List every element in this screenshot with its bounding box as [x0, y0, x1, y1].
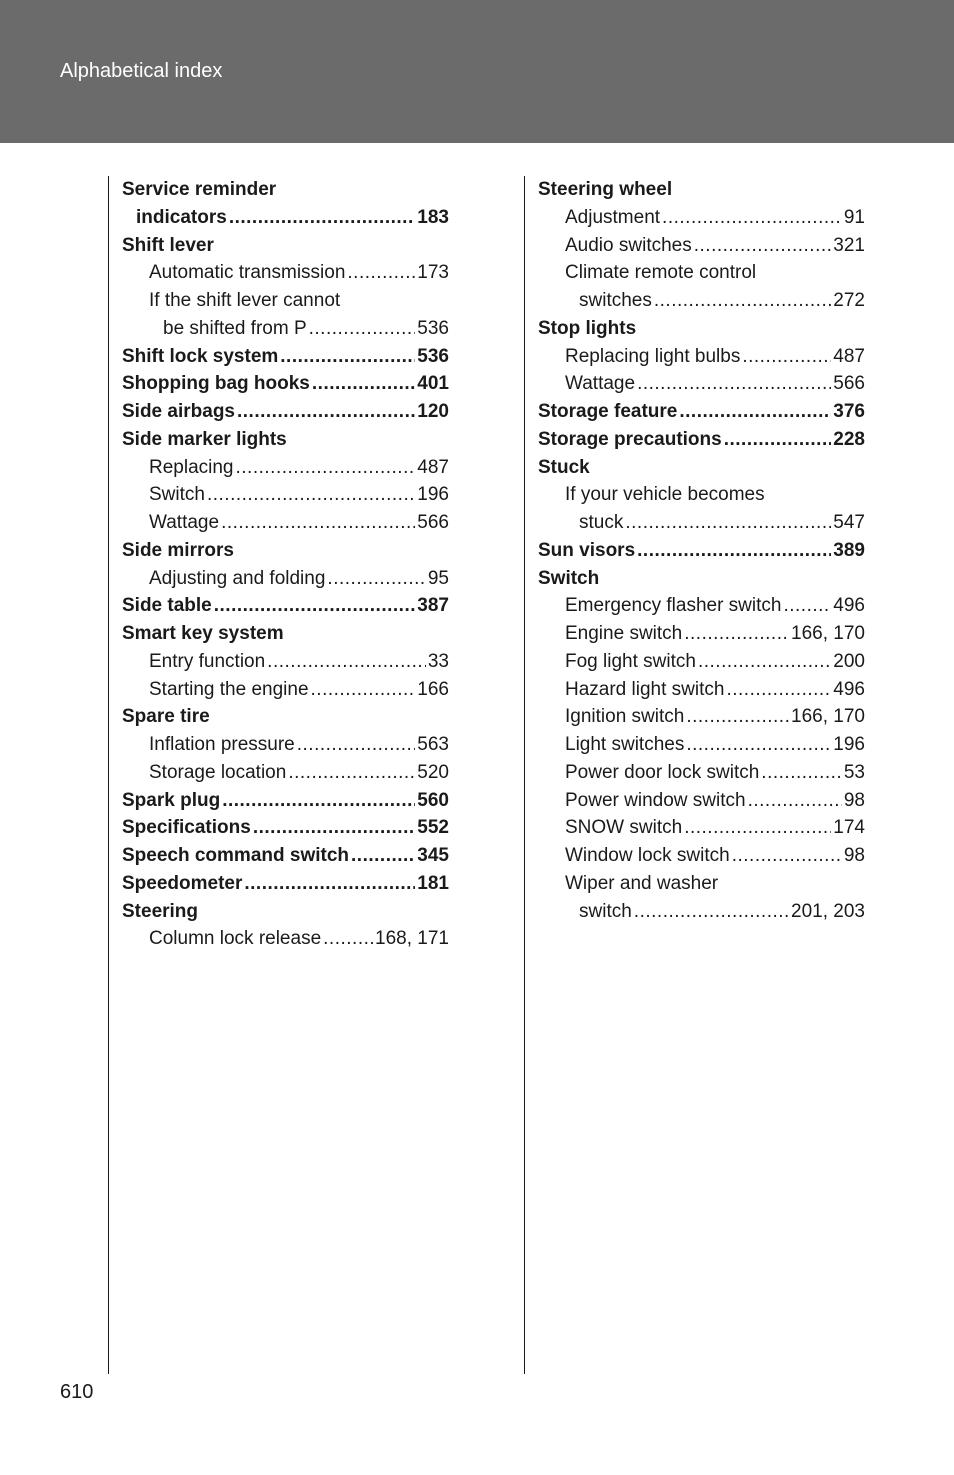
section-title: Alphabetical index: [60, 60, 223, 82]
dot-leader: [280, 343, 415, 371]
dot-leader: [288, 759, 415, 787]
index-entry-page: 321: [833, 234, 865, 256]
index-entry: [538, 481, 865, 509]
index-entry-page: 91: [843, 206, 865, 228]
dot-leader: [229, 204, 415, 232]
index-entry-term: Entry function: [149, 650, 266, 672]
dot-leader: [351, 842, 415, 870]
dot-leader: [221, 509, 415, 537]
index-entry-term: Side mirrors: [122, 539, 234, 561]
index-entry: [122, 343, 449, 371]
index-entry: [538, 842, 865, 870]
index-entry-term: Spare tire: [122, 706, 210, 728]
index-entry: [538, 648, 865, 676]
index-entry: [122, 731, 449, 759]
index-entry: [538, 259, 865, 287]
dot-leader: [347, 259, 415, 287]
dot-leader: [761, 759, 842, 787]
dot-leader: [748, 787, 842, 815]
left-column-divider: [108, 176, 109, 1374]
index-entry: [122, 481, 449, 509]
index-entry: [538, 676, 865, 704]
index-entry-page: 228: [833, 428, 865, 450]
dot-leader: [253, 814, 415, 842]
index-entry: [538, 343, 865, 371]
dot-leader: [237, 398, 415, 426]
index-entry-term: Power door lock switch: [565, 761, 760, 783]
index-entry-term: Emergency flasher switch: [565, 595, 782, 617]
index-entry-term: Window lock switch: [565, 845, 730, 866]
index-entry-page: 487: [833, 345, 865, 367]
dot-leader: [684, 814, 831, 842]
index-entry-term: SNOW switch: [565, 817, 683, 839]
index-entry: [122, 509, 449, 537]
index-entry-page: 272: [833, 290, 865, 311]
index-entry-page: 496: [833, 595, 865, 617]
index-entry: [538, 509, 865, 537]
index-entry-page: 547: [833, 512, 865, 533]
index-entry-page: 563: [417, 734, 449, 755]
index-entry-page: 196: [833, 734, 865, 755]
index-entry: [538, 454, 865, 482]
index-entry-term: Starting the engine: [149, 678, 309, 700]
index-entry-page: 168, 171: [375, 928, 449, 950]
index-entry-term: If your vehicle becomes: [565, 484, 765, 506]
index-entry-page: 560: [417, 789, 449, 811]
right-column-divider: [524, 176, 525, 1374]
dot-leader: [732, 842, 842, 870]
index-entry: [122, 898, 449, 926]
index-entry: [122, 232, 449, 260]
index-entry: [122, 537, 449, 565]
dot-leader: [634, 898, 789, 926]
index-entry: [538, 870, 865, 898]
index-entry-page: 33: [427, 650, 449, 672]
index-entry: [538, 759, 865, 787]
index-entry-term: Inflation pressure: [149, 734, 295, 755]
dot-leader: [686, 703, 789, 731]
index-entry: [122, 787, 449, 815]
dot-leader: [327, 565, 425, 593]
index-entry: [122, 454, 449, 482]
index-entry-page: 520: [417, 761, 449, 783]
dot-leader: [637, 537, 831, 565]
index-entry: [538, 731, 865, 759]
index-entry-term: Sun visors: [538, 539, 636, 561]
index-entry-term: Stop lights: [538, 317, 637, 339]
index-entry-term: Steering wheel: [538, 179, 673, 200]
index-entry-term: Engine switch: [565, 623, 683, 644]
dot-leader: [309, 315, 416, 343]
dot-leader: [236, 454, 416, 482]
index-entry-term: Shift lock system: [122, 345, 279, 367]
dot-leader: [654, 287, 831, 315]
index-entry-term: Hazard light switch: [565, 678, 725, 700]
index-entry-page: 387: [417, 595, 449, 617]
dot-leader: [625, 509, 831, 537]
index-entry: [538, 898, 865, 926]
index-entry: [538, 703, 865, 731]
index-entry-term: Storage feature: [538, 401, 678, 422]
dot-leader: [323, 925, 373, 953]
index-entry-page: 166: [417, 678, 449, 700]
index-entry-term: switch: [579, 900, 632, 922]
dot-leader: [662, 204, 842, 232]
dot-leader: [207, 481, 415, 509]
index-entry: [122, 703, 449, 731]
index-entry-term: Steering: [122, 900, 199, 922]
index-entry-term: Adjustment: [565, 206, 661, 228]
index-entry: [122, 842, 449, 870]
index-entry: [538, 426, 865, 454]
index-entry-page: 196: [417, 484, 449, 506]
index-entry-page: 200: [833, 650, 865, 672]
dot-leader: [686, 731, 831, 759]
index-entry-term: Adjusting and folding: [149, 567, 326, 589]
index-entry-term: Service reminder: [122, 179, 277, 200]
index-entry: [122, 204, 449, 232]
index-entry-page: 183: [417, 206, 449, 228]
index-entry-term: Switch: [149, 484, 205, 506]
index-entry-page: 174: [833, 817, 865, 839]
index-entry-term: Speech command switch: [122, 845, 350, 866]
index-entry: [538, 787, 865, 815]
index-entry-term: Automatic transmission: [149, 262, 346, 284]
dot-leader: [679, 398, 831, 426]
index-entry: [538, 398, 865, 426]
index-entry-term: Side airbags: [122, 401, 235, 422]
dot-leader: [742, 343, 831, 371]
index-entry-term: Storage location: [149, 761, 287, 783]
index-entry: [122, 676, 449, 704]
index-entry: [538, 537, 865, 565]
index-entry-term: If the shift lever cannot: [149, 290, 341, 311]
index-entry-term: Audio switches: [565, 234, 692, 256]
index-entry: [538, 287, 865, 315]
index-entry: [122, 370, 449, 398]
index-entry: [538, 620, 865, 648]
index-entry: [122, 648, 449, 676]
index-entry: [122, 176, 449, 204]
index-entry-term: Wattage: [149, 512, 220, 533]
index-entry: [538, 204, 865, 232]
index-entry-page: 389: [833, 539, 865, 561]
index-entry-page: 166, 170: [791, 623, 865, 644]
index-entry-page: 98: [843, 845, 865, 866]
dot-leader: [783, 592, 831, 620]
index-entry-page: 98: [843, 789, 865, 811]
dot-leader: [726, 676, 831, 704]
index-entry-term: Stuck: [538, 456, 590, 478]
index-entry-term: indicators: [136, 206, 227, 228]
index-entry-term: Side table: [122, 595, 212, 617]
index-entry-term: Shopping bag hooks: [122, 373, 310, 395]
index-entry-term: Replacing light bulbs: [565, 345, 741, 367]
index-entry-page: 401: [417, 373, 449, 395]
index-entry-term: Specifications: [122, 817, 251, 839]
index-entry-term: Replacing: [149, 456, 234, 478]
index-entry: [538, 814, 865, 842]
index-entry: [122, 565, 449, 593]
index-entry-page: 487: [417, 456, 449, 478]
index-entry-page: 536: [417, 317, 449, 339]
index-entry: [538, 315, 865, 343]
index-entry-page: 536: [417, 345, 449, 367]
index-entry-page: 566: [833, 373, 865, 395]
index-entry: [122, 259, 449, 287]
index-entry: [122, 870, 449, 898]
index-entry-term: Spark plug: [122, 789, 221, 811]
dot-leader: [267, 648, 426, 676]
index-entry: [122, 398, 449, 426]
dot-leader: [724, 426, 832, 454]
index-entry: [538, 370, 865, 398]
index-entry: [122, 620, 449, 648]
index-entry-term: Fog light switch: [565, 650, 696, 672]
index-entry: [122, 426, 449, 454]
index-entry-term: Light switches: [565, 734, 685, 755]
index-entry-page: 53: [843, 761, 865, 783]
index-entry-term: Smart key system: [122, 623, 284, 644]
index-entry-page: 95: [427, 567, 449, 589]
index-entry: [122, 925, 449, 953]
index-entry-term: Climate remote control: [565, 262, 757, 284]
index-entry: [538, 565, 865, 593]
dot-leader: [214, 592, 416, 620]
index-entry-page: 376: [833, 401, 865, 422]
dot-leader: [311, 676, 416, 704]
index-entry-term: switches: [579, 290, 652, 311]
index-entry-page: 345: [417, 845, 449, 866]
index-entry-page: 552: [417, 817, 449, 839]
index-entry-term: Ignition switch: [565, 706, 685, 728]
index-entry: [122, 814, 449, 842]
dot-leader: [312, 370, 415, 398]
index-entry-page: 120: [417, 401, 449, 422]
index-entry-page: 566: [417, 512, 449, 533]
index-entry-page: 496: [833, 678, 865, 700]
index-entry: [122, 315, 449, 343]
index-entry: [122, 592, 449, 620]
dot-leader: [694, 232, 832, 260]
dot-leader: [244, 870, 415, 898]
index-column-left: [122, 176, 449, 953]
index-column-right: [538, 176, 865, 925]
index-entry-page: 201, 203: [791, 900, 865, 922]
index-entry: [122, 759, 449, 787]
dot-leader: [684, 620, 789, 648]
index-entry-term: Side marker lights: [122, 428, 287, 450]
index-entry-page: 166, 170: [791, 706, 865, 728]
dot-leader: [698, 648, 831, 676]
index-entry: [538, 176, 865, 204]
index-entry-term: Wattage: [565, 373, 636, 395]
index-entry-term: Switch: [538, 567, 600, 589]
index-entry-term: Column lock release: [149, 928, 322, 950]
page-number: 610: [60, 1381, 94, 1403]
index-entry-page: 173: [417, 262, 449, 284]
index-entry-term: Power window switch: [565, 789, 746, 811]
dot-leader: [222, 787, 415, 815]
index-entry-term: stuck: [579, 512, 624, 533]
index-entry: [122, 287, 449, 315]
index-entry: [538, 232, 865, 260]
index-entry-term: Wiper and washer: [565, 872, 719, 894]
index-entry-term: be shifted from P: [163, 317, 307, 339]
index-entry-term: Speedometer: [122, 872, 243, 894]
dot-leader: [637, 370, 831, 398]
page-header-bar: [0, 0, 954, 143]
dot-leader: [297, 731, 416, 759]
index-entry-term: Shift lever: [122, 234, 214, 256]
index-entry: [538, 592, 865, 620]
index-entry-term: Storage precautions: [538, 428, 722, 450]
index-entry-page: 181: [417, 872, 449, 894]
